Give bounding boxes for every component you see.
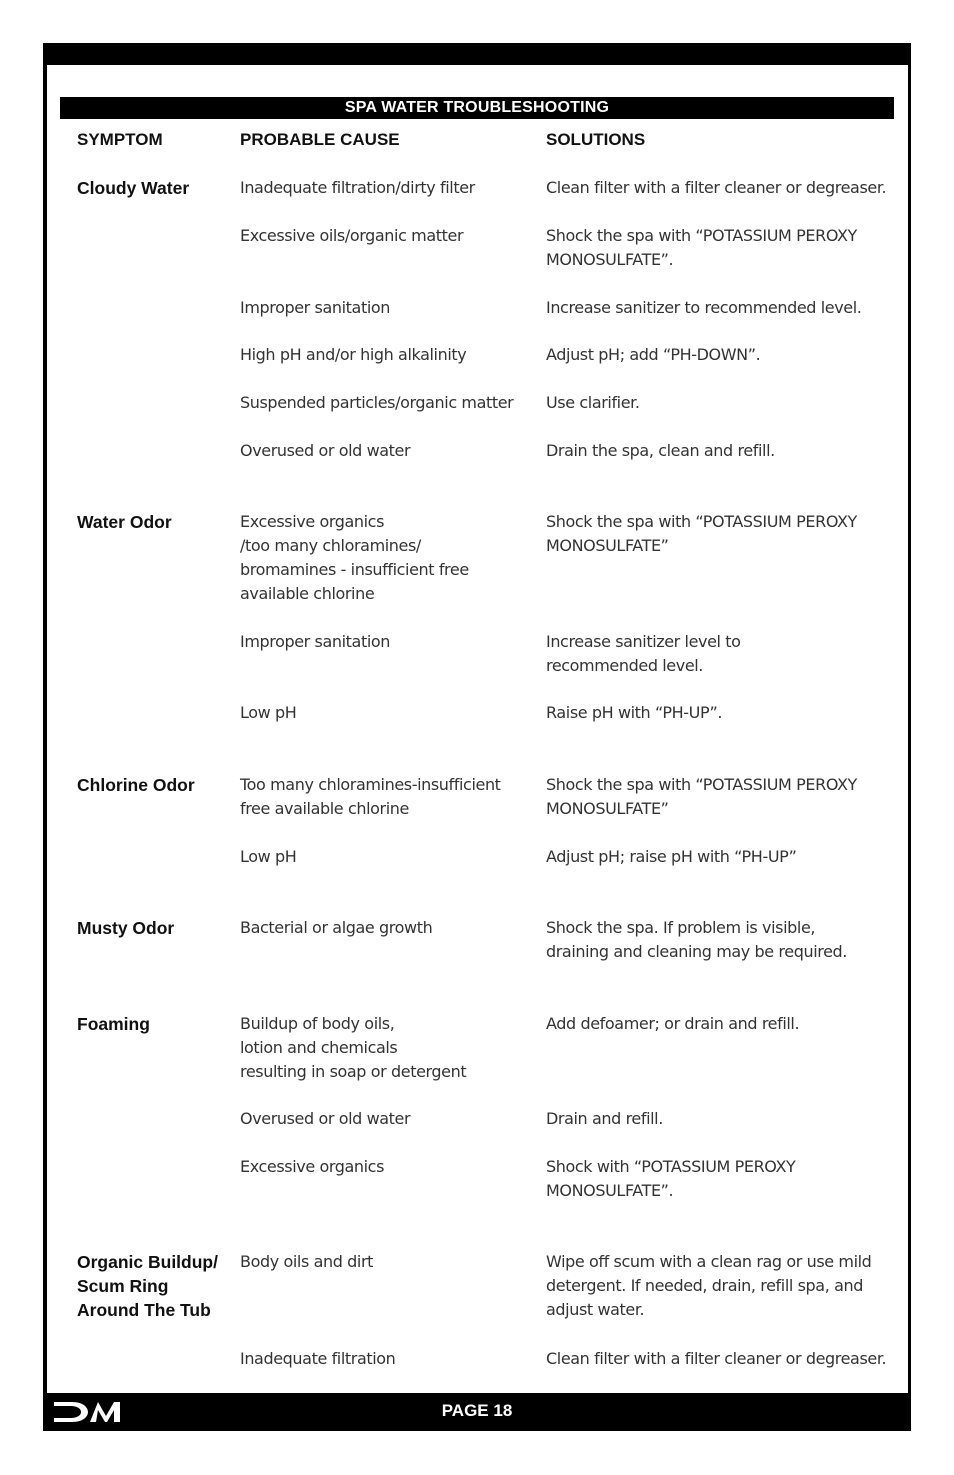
cause-line: Buildup of body oils, <box>240 1014 395 1033</box>
probable-cause-cell <box>240 1250 373 1274</box>
section-title: SPA WATER TROUBLESHOOTING <box>60 97 894 119</box>
cause-line: Low pH <box>240 847 297 866</box>
probable-cause-cell <box>240 296 390 320</box>
symptom-line: Organic Buildup/ <box>77 1252 218 1272</box>
solution-cell <box>546 224 857 272</box>
probable-cause-cell <box>240 343 466 367</box>
probable-cause-cell <box>240 510 469 606</box>
probable-cause-cell <box>240 701 296 725</box>
solution-line: recommended level. <box>546 656 703 675</box>
cause-line: Excessive organics <box>240 1157 385 1176</box>
probable-cause-cell <box>240 773 501 821</box>
solution-cell <box>546 296 862 320</box>
cause-line: lotion and chemicals <box>240 1038 398 1057</box>
cause-line: Low pH <box>240 703 297 722</box>
solution-line: detergent. If needed, drain, refill spa, and <box>546 1276 863 1295</box>
solution-line: draining and cleaning may be required. <box>546 942 847 961</box>
header-solutions: SOLUTIONS <box>546 130 646 149</box>
cause-line: High pH and/or high alkalinity <box>240 345 467 364</box>
cause-line: free available chlorine <box>240 799 409 818</box>
cause-line: available chlorine <box>240 584 375 603</box>
symptom-line: Scum Ring <box>77 1276 169 1296</box>
solution-line: adjust water. <box>546 1300 645 1319</box>
cause-line: Body oils and dirt <box>240 1252 374 1271</box>
solution-line: Shock with “POTASSIUM PEROXY <box>546 1157 796 1176</box>
solution-cell <box>546 773 857 821</box>
probable-cause-cell <box>240 176 475 200</box>
probable-cause-cell <box>240 1155 384 1179</box>
symptom-chlorine-odor: Chlorine Odor <box>77 775 195 795</box>
symptom-foaming: Foaming <box>77 1014 150 1034</box>
cause-line: Overused or old water <box>240 441 411 460</box>
symptom-organic-buildup <box>77 1250 218 1322</box>
solution-line: MONOSULFATE” <box>546 536 669 555</box>
solution-line: Raise pH with “PH-UP”. <box>546 703 723 722</box>
solution-line: Wipe off scum with a clean rag or use mild <box>546 1252 872 1271</box>
solution-cell <box>546 1155 795 1203</box>
cause-line: Overused or old water <box>240 1109 411 1128</box>
symptom-cloudy-water: Cloudy Water <box>77 178 190 198</box>
cause-line: bromamines - insufficient free <box>240 560 469 579</box>
solution-line: Adjust pH; raise pH with “PH-UP” <box>546 847 797 866</box>
solution-cell <box>546 1012 799 1036</box>
probable-cause-cell <box>240 391 513 415</box>
solution-line: Add defoamer; or drain and refill. <box>546 1014 800 1033</box>
solution-line: Shock the spa with “POTASSIUM PEROXY <box>546 775 857 794</box>
solution-line: Use clarifier. <box>546 393 640 412</box>
probable-cause-cell <box>240 224 463 248</box>
cause-line: Excessive organics <box>240 512 385 531</box>
probable-cause-cell <box>240 1107 410 1131</box>
solution-cell <box>546 1347 886 1371</box>
solution-cell <box>546 916 847 964</box>
cause-line: Inadequate filtration <box>240 1349 396 1368</box>
probable-cause-cell <box>240 845 296 869</box>
header-probable-cause: PROBABLE CAUSE <box>240 130 400 149</box>
solution-cell <box>546 1250 871 1322</box>
solution-cell <box>546 845 797 869</box>
solution-cell <box>546 701 722 725</box>
symptom-line: Around The Tub <box>77 1300 211 1320</box>
solution-cell <box>546 439 775 463</box>
solution-line: Clean filter with a filter cleaner or degreaser. <box>546 178 887 197</box>
solution-cell <box>546 630 741 678</box>
cause-line: /too many chloramines/ <box>240 536 421 555</box>
probable-cause-cell <box>240 630 390 654</box>
cause-line: Improper sanitation <box>240 632 390 651</box>
solution-line: Increase sanitizer to recommended level. <box>546 298 862 317</box>
solution-line: MONOSULFATE”. <box>546 1181 674 1200</box>
cause-line: Bacterial or algae growth <box>240 918 433 937</box>
solution-cell <box>546 343 760 367</box>
page-number: PAGE 18 <box>441 1401 513 1420</box>
solution-cell <box>546 176 886 200</box>
solution-cell <box>546 510 857 558</box>
solution-line: Shock the spa with “POTASSIUM PEROXY <box>546 226 857 245</box>
solution-line: Shock the spa. If problem is visible, <box>546 918 816 937</box>
header-symptom: SYMPTOM <box>77 130 163 149</box>
solution-line: Drain the spa, clean and refill. <box>546 441 775 460</box>
solution-line: Adjust pH; add “PH-DOWN”. <box>546 345 761 364</box>
solution-line: Drain and refill. <box>546 1109 663 1128</box>
cause-line: Improper sanitation <box>240 298 390 317</box>
solution-line: Shock the spa with “POTASSIUM PEROXY <box>546 512 857 531</box>
probable-cause-cell <box>240 439 410 463</box>
cause-line: resulting in soap or detergent <box>240 1062 467 1081</box>
solution-cell <box>546 1107 663 1131</box>
cause-line: Excessive oils/organic matter <box>240 226 464 245</box>
probable-cause-cell <box>240 1347 395 1371</box>
cause-line: Inadequate filtration/dirty filter <box>240 178 475 197</box>
symptom-musty-odor: Musty Odor <box>77 918 175 938</box>
solution-line: MONOSULFATE” <box>546 799 669 818</box>
solution-line: MONOSULFATE”. <box>546 250 674 269</box>
symptom-water-odor: Water Odor <box>77 512 172 532</box>
probable-cause-cell <box>240 1012 466 1084</box>
cause-line: Suspended particles/organic matter <box>240 393 514 412</box>
solution-cell <box>546 391 640 415</box>
cause-line: Too many chloramines-insufficient <box>240 775 501 794</box>
solution-line: Increase sanitizer level to <box>546 632 741 651</box>
probable-cause-cell <box>240 916 432 940</box>
solution-line: Clean filter with a filter cleaner or degreaser. <box>546 1349 887 1368</box>
